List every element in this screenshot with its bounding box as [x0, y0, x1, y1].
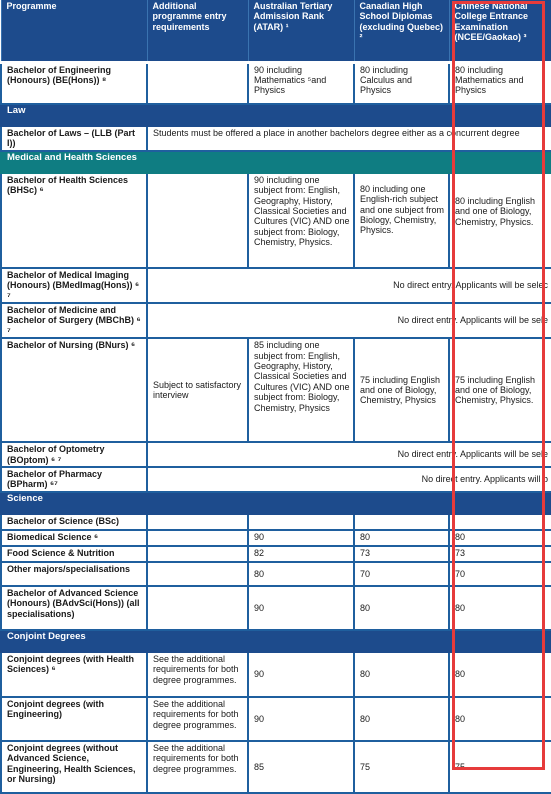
- ncee-value: 73: [449, 546, 551, 562]
- ncee-value: 80: [449, 586, 551, 630]
- atar-value: 90: [248, 530, 354, 546]
- table-row: [1, 514, 551, 530]
- canadian-value: 80 including Calculus and Physics: [354, 62, 449, 104]
- section-title: Conjoint Degrees: [1, 630, 551, 652]
- table-header-row: [1, 0, 551, 62]
- atar-value: 90: [248, 697, 354, 741]
- canadian-value: 75: [354, 741, 449, 793]
- canadian-value: 80: [354, 530, 449, 546]
- table-row: [1, 303, 551, 338]
- programme-name: Bachelor of Science (BSc): [1, 514, 147, 530]
- requirement-note: No direct entry. Applicants will b: [147, 467, 551, 492]
- table-row: [1, 652, 551, 697]
- programme-name: Bachelor of Medical Imaging (Honours) (BMedImag(Hons)) ⁶ ⁷: [1, 268, 147, 303]
- additional-requirement: See the additional requirements for both degree programmes.: [147, 652, 248, 697]
- programme-name: Bachelor of Advanced Science (Honours) (BAdvSci(Hons)) (all specialisations): [1, 586, 147, 630]
- canadian-value: 80: [354, 697, 449, 741]
- programme-name: Conjoint degrees (without Advanced Science, Engineering, Health Sciences, or Nursing): [1, 741, 147, 793]
- additional-requirement: [147, 173, 248, 268]
- additional-requirement: [147, 546, 248, 562]
- table-row: [1, 562, 551, 586]
- ncee-value: 80: [449, 530, 551, 546]
- canadian-value: 80: [354, 586, 449, 630]
- ncee-value: 80 including English and one of Biology, Chemistry, Physics.: [449, 173, 551, 268]
- programme-name: Bachelor of Pharmacy (BPharm) ⁶⁷: [1, 467, 147, 492]
- header-ncee: Chinese National College Entrance Examination (NCEE/Gaokao) ³: [449, 0, 551, 62]
- programme-name: Bachelor of Engineering (Honours) (BE(Hons)) ⁸: [1, 62, 147, 104]
- section-header-science: [1, 492, 551, 514]
- ncee-value: 70: [449, 562, 551, 586]
- section-header-law: [1, 104, 551, 126]
- atar-value: 90 including one subject from: English, Geography, History, Classical Societies and Cultures (VIC) AND one subject from: Biology, Chemistry, Physics.: [248, 173, 354, 268]
- section-title: Medical and Health Sciences: [1, 151, 551, 173]
- section-title: Law: [1, 104, 551, 126]
- additional-requirement: See the additional requirements for both degree programmes.: [147, 741, 248, 793]
- table-row: [1, 442, 551, 467]
- requirement-note: Students must be offered a place in another bachelors degree either as a concurrent degree: [147, 126, 551, 151]
- ncee-value: 80: [449, 652, 551, 697]
- atar-value: 90 including Mathematics ⁵and Physics: [248, 62, 354, 104]
- atar-value: 90: [248, 652, 354, 697]
- atar-value: 85 including one subject from: English, Geography, History, Classical Societies and Cultures (VIC) AND one subject from: Biology, Chemistry, Physics: [248, 338, 354, 442]
- programme-name: Bachelor of Health Sciences (BHSc) ⁶: [1, 173, 147, 268]
- table-row: [1, 268, 551, 303]
- table-row: [1, 338, 551, 442]
- programme-name: Conjoint degrees (with Health Sciences) ⁶: [1, 652, 147, 697]
- table-row: [1, 741, 551, 793]
- table-row: [1, 467, 551, 492]
- ncee-value: 75: [449, 741, 551, 793]
- header-additional-requirements: Additional programme entry requirements: [147, 0, 248, 62]
- additional-requirement: [147, 562, 248, 586]
- programme-name: Bachelor of Laws – (LLB (Part I)): [1, 126, 147, 151]
- table-row: [1, 586, 551, 630]
- section-title: Science: [1, 492, 551, 514]
- additional-requirement: [147, 62, 248, 104]
- programme-name: Bachelor of Nursing (BNurs) ⁶: [1, 338, 147, 442]
- table-row: [1, 126, 551, 151]
- additional-requirement: [147, 530, 248, 546]
- programme-name: Food Science & Nutrition: [1, 546, 147, 562]
- additional-requirement: See the additional requirements for both degree programmes.: [147, 697, 248, 741]
- canadian-value: 70: [354, 562, 449, 586]
- ncee-value: 75 including English and one of Biology, Chemistry, Physics.: [449, 338, 551, 442]
- requirement-note: No direct entry. Applicants will be sele: [147, 303, 551, 338]
- additional-requirement: Subject to satisfactory interview: [147, 338, 248, 442]
- atar-value: 80: [248, 562, 354, 586]
- atar-value: 90: [248, 586, 354, 630]
- header-programme: Programme: [1, 0, 147, 62]
- table-row: [1, 546, 551, 562]
- requirement-note: No direct entry. Applicants will be selec: [147, 268, 551, 303]
- table-row: [1, 173, 551, 268]
- ncee-value: 80: [449, 697, 551, 741]
- requirement-note: No direct entry. Applicants will be sele: [147, 442, 551, 467]
- programme-name: Bachelor of Optometry (BOptom) ⁶ ⁷: [1, 442, 147, 467]
- header-atar: Australian Tertiary Admission Rank (ATAR) ¹: [248, 0, 354, 62]
- section-header-conjoint: [1, 630, 551, 652]
- additional-requirement: [147, 586, 248, 630]
- programme-name: Biomedical Science ⁶: [1, 530, 147, 546]
- canadian-value: 75 including English and one of Biology, Chemistry, Physics: [354, 338, 449, 442]
- header-canadian: Canadian High School Diplomas (excluding Quebec) ²: [354, 0, 449, 62]
- ncee-value: 80 including Mathematics and Physics: [449, 62, 551, 104]
- section-header-medical: [1, 151, 551, 173]
- table-row: [1, 697, 551, 741]
- canadian-value: 80: [354, 652, 449, 697]
- table-row: [1, 62, 551, 104]
- programme-name: Bachelor of Medicine and Bachelor of Surgery (MBChB) ⁶ ⁷: [1, 303, 147, 338]
- atar-value: 85: [248, 741, 354, 793]
- canadian-value: 80 including one English-rich subject and one subject from Biology, Chemistry, Physics.: [354, 173, 449, 268]
- table-row: [1, 530, 551, 546]
- programme-name: Other majors/specialisations: [1, 562, 147, 586]
- atar-value: 82: [248, 546, 354, 562]
- programme-name: Conjoint degrees (with Engineering): [1, 697, 147, 741]
- canadian-value: 73: [354, 546, 449, 562]
